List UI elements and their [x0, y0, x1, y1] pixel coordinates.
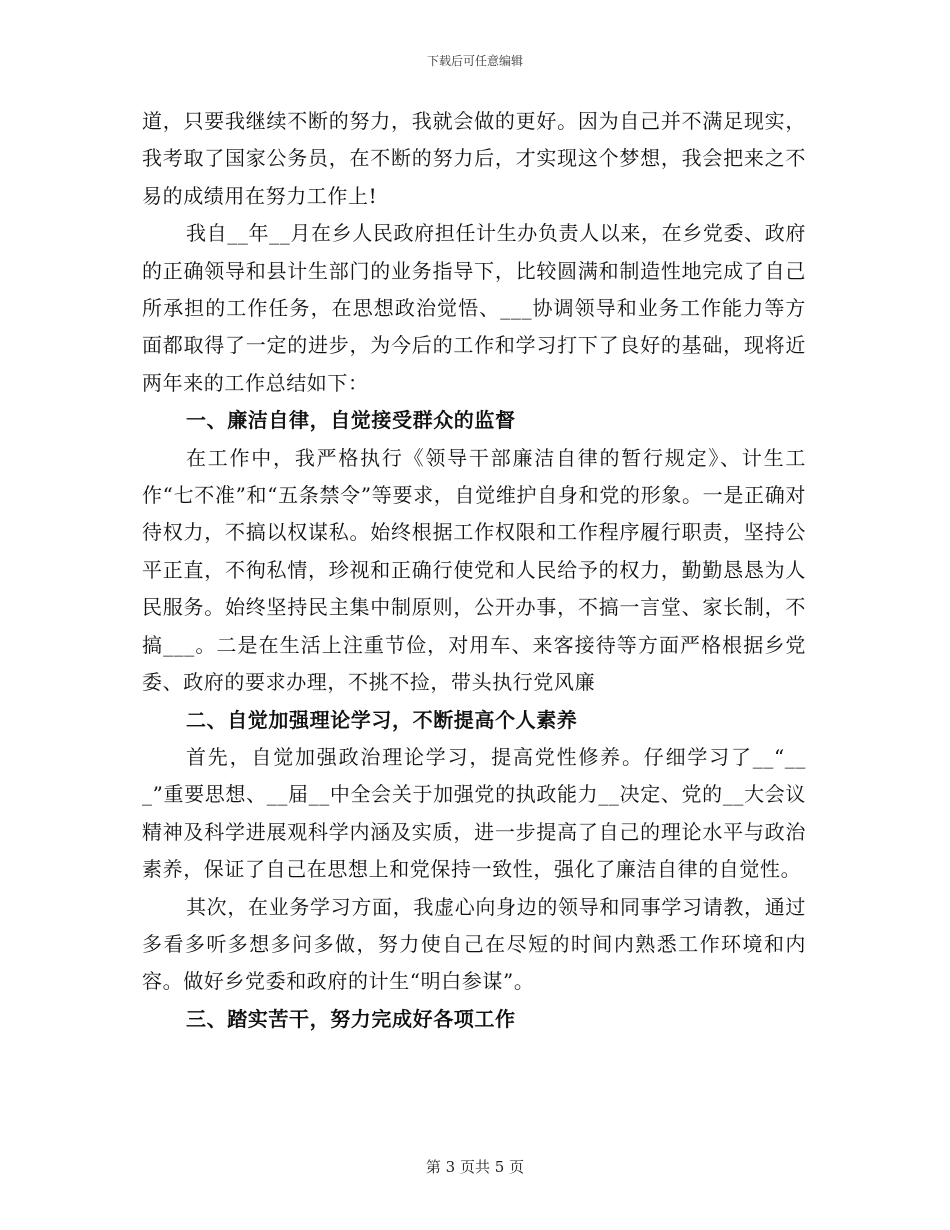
- document-body: [142, 103, 806, 1038]
- paragraph-2: 我自__年__月在乡人民政府担任计生办负责人以来，在乡党委、政府的正确领导和县计生部门的业务指导下，比较圆满和制造性地完成了自己所承担的工作任务，在思想政治觉悟、___协调领导和业务工作能力等方面都取得了一定的进步，为今后的工作和学习打下了良好的基础，现将近两年来的工作总结如下：: [142, 221, 806, 395]
- paragraph-1: 道，只要我继续不断的努力，我就会做的更好。因为自己并不满足现实，我考取了国家公务员，在不断的努力后，才实现这个梦想，我会把来之不易的成绩用在努力工作上!: [142, 109, 806, 208]
- page-header: 下载后可任意编辑: [426, 54, 523, 68]
- paragraph-4: 首先，自觉加强政治理论学习，提高党性修养。仔细学习了__“___”重要思想、__届__中全会关于加强党的执政能力__决定、党的__大会议精神及科学进展观科学内涵及实质，进一步提高了自己的理论水平与政治素养，保证了自己在思想上和党保持一致性，强化了廉洁自律的自觉性。: [142, 744, 806, 882]
- section-heading-3: 三、踏实苦干，努力完成好各项工作: [186, 1006, 516, 1031]
- section-heading-1: 一、廉洁自律，自觉接受群众的监督: [186, 408, 516, 433]
- paragraph-5: 其次，在业务学习方面，我虚心向身边的领导和同事学习请教，通过多看多听多想多问多做，努力使自己在尽短的时间内熟悉工作环境和内容。做好乡党委和政府的计生“明白参谋”。: [142, 894, 806, 994]
- paragraph-3: 在工作中，我严格执行《领导干部廉洁自律的暂行规定》、计生工作“七不准”和“五条禁令”等要求，自觉维护自身和党的形象。一是正确对待权力，不搞以权谋私。始终根据工作权限和工作程序履行职责，坚持公平正直，不徇私情，珍视和正确行使党和人民给予的权力，勤勤恳恳为人民服务。始终坚持民主集中制原则，公开办事，不搞一言堂、家长制，不搞___。二是在生活上注重节俭，对用车、来客接待等方面严格根据乡党委、政府的要求办理，不挑不捡，带头执行党风廉: [142, 445, 806, 695]
- page-footer: 第 3 页共 5 页: [425, 1158, 525, 1176]
- section-heading-2: 二、自觉加强理论学习，不断提高个人素养: [186, 707, 578, 732]
